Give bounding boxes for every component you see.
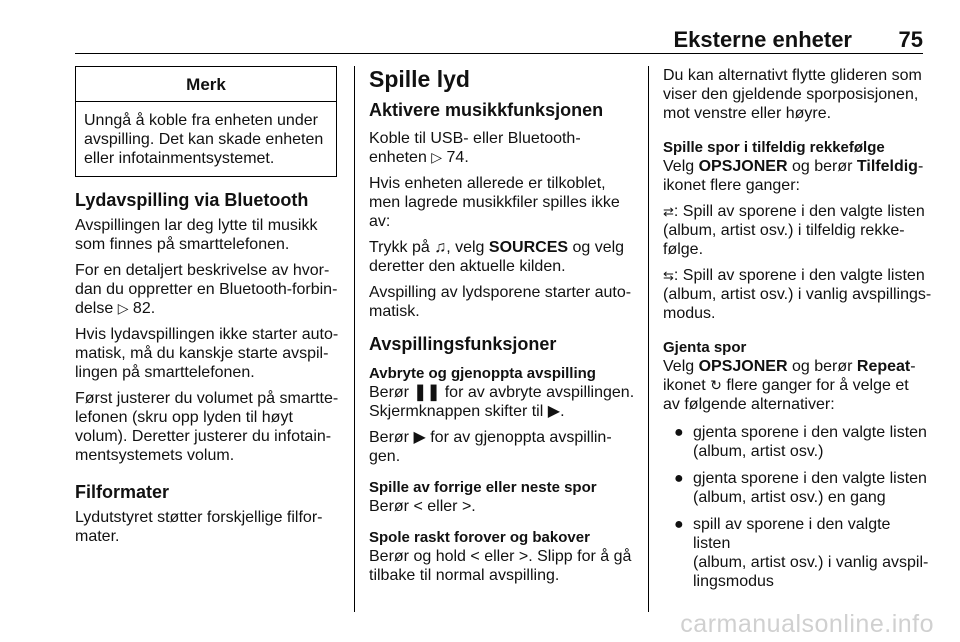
music-note-icon: ♫ [434, 239, 447, 256]
subsection-heading-activate: Aktivere musikkfunksjonen [369, 100, 604, 120]
sub-heading-repeat: Gjenta spor [663, 339, 747, 356]
page-reference-icon[interactable]: ▷ [117, 300, 129, 316]
sub-heading-previous-next: Spille av forrige eller neste spor [369, 479, 597, 496]
paragraph: Trykk på ♫, velg SOURCES og velg deretter den aktuelle kilden. [369, 239, 625, 275]
paragraph: Avspilling av lydsporene starter auto- matisk. [369, 284, 632, 320]
paragraph: Velg OPSJONER og berør Repeat- ikonet ↻ flere ganger for å velge et av følgende alternativer: [663, 358, 916, 413]
column-divider-1 [354, 66, 355, 612]
note-box [75, 66, 337, 177]
sub-heading-shuffle: Spille spor i tilfeldig rekkefølge [663, 139, 885, 156]
page-reference-icon[interactable]: ▷ [431, 149, 443, 165]
paragraph: Lydutstyret støtter forskjellige filfor- mater. [75, 509, 323, 545]
repeat-options-list: ● gjenta sporene i den valgte listen (album, artist osv.) ● gjenta sporene i den valgte listen (album, artist osv.) en gang ● spill av sporene i den valgte listen (album, artist osv.) i vanlig avspil- lingsmodus [674, 424, 929, 590]
chevron-right-icon: > [518, 548, 529, 565]
note-body [76, 102, 336, 176]
page-number: 75 [898, 27, 923, 52]
sub-heading-fast-forward-rewind: Spole raskt forover og bakover [369, 529, 590, 546]
paragraph: Hvis enheten allerede er tilkoblet, men lagrede musikkfiler spilles ikke av: [369, 175, 620, 230]
column-divider-2 [648, 66, 649, 612]
repeat-icon: ↻ [710, 377, 722, 393]
play-icon: ▶ [413, 429, 426, 446]
pause-icon: ❚❚ [413, 384, 441, 401]
page-header-title: Eksterne enheter [673, 27, 852, 52]
shuffle-off-icon: ⇆ [663, 268, 674, 283]
paragraph: Først justerer du volumet på smartte- lefonen (skru opp lyden til høyt volum). Deretter justerer du infotain- mentsystemets volum. [75, 390, 339, 464]
paragraph: Velg OPSJONER og berør Tilfeldig- ikonet flere ganger: [663, 158, 924, 194]
middle-column [369, 66, 637, 592]
sub-heading-pause-resume: Avbryte og gjenoppta avspilling [369, 365, 596, 382]
note-title: Merk [76, 67, 336, 102]
chevron-left-icon: < [470, 548, 480, 565]
paragraph: ⇄: Spill av sporene i den valgte listen (album, artist osv.) i tilfeldig rekke- følge. [663, 203, 925, 258]
play-icon: ▶ [547, 403, 561, 420]
paragraph: Berør og hold < eller >. Slipp for å gå tilbake til normal avspilling. [369, 548, 632, 584]
paragraph: Berør < eller >. [369, 498, 476, 515]
left-column [75, 66, 341, 553]
section-heading-file-formats: Filformater [75, 482, 170, 502]
paragraph: Koble til USB- eller Bluetooth- enheten ▷ 74. [369, 130, 581, 166]
watermark: carmanualsonline.info [680, 610, 934, 638]
paragraph: ⇆: Spill av sporene i den valgte listen (album, artist osv.) i vanlig avspillings- modus. [663, 267, 932, 322]
paragraph: Berør ▶ for av gjenoppta avspillin- gen. [369, 429, 612, 465]
paragraph: Hvis lydavspillingen ikke starter auto- matisk, må du kanskje starte avspil- lingen på smarttelefonen. [75, 326, 339, 381]
note-line: Unngå å koble fra enheten under [84, 112, 318, 129]
header-divider [75, 53, 923, 54]
paragraph: Avspillingen lar deg lytte til musikk som finnes på smarttelefonen. [75, 217, 318, 253]
section-heading-bluetooth: Lydavspilling via Bluetooth [75, 190, 309, 210]
chevron-right-icon: > [461, 498, 472, 515]
paragraph: Berør ❚❚ for av avbryte avspillingen. Skjermknappen skifter til ▶. [369, 384, 635, 420]
note-line: eller infotainmentsystemet. [84, 150, 275, 167]
subsection-heading-playback-functions: Avspillingsfunksjoner [369, 334, 557, 354]
chevron-left-icon: < [413, 498, 423, 515]
section-title: Spille lyd [369, 66, 470, 92]
paragraph: Du kan alternativt flytte glideren som viser den gjeldende sporposisjonen, mot venstre eller høyre. [663, 67, 922, 122]
note-line: avspilling. Det kan skade enheten [84, 131, 324, 148]
right-column [663, 66, 933, 590]
shuffle-on-icon: ⇄ [663, 204, 674, 219]
paragraph: For en detaljert beskrivelse av hvor- dan du oppretter en Bluetooth-forbin- delse ▷ 82. [75, 262, 338, 317]
